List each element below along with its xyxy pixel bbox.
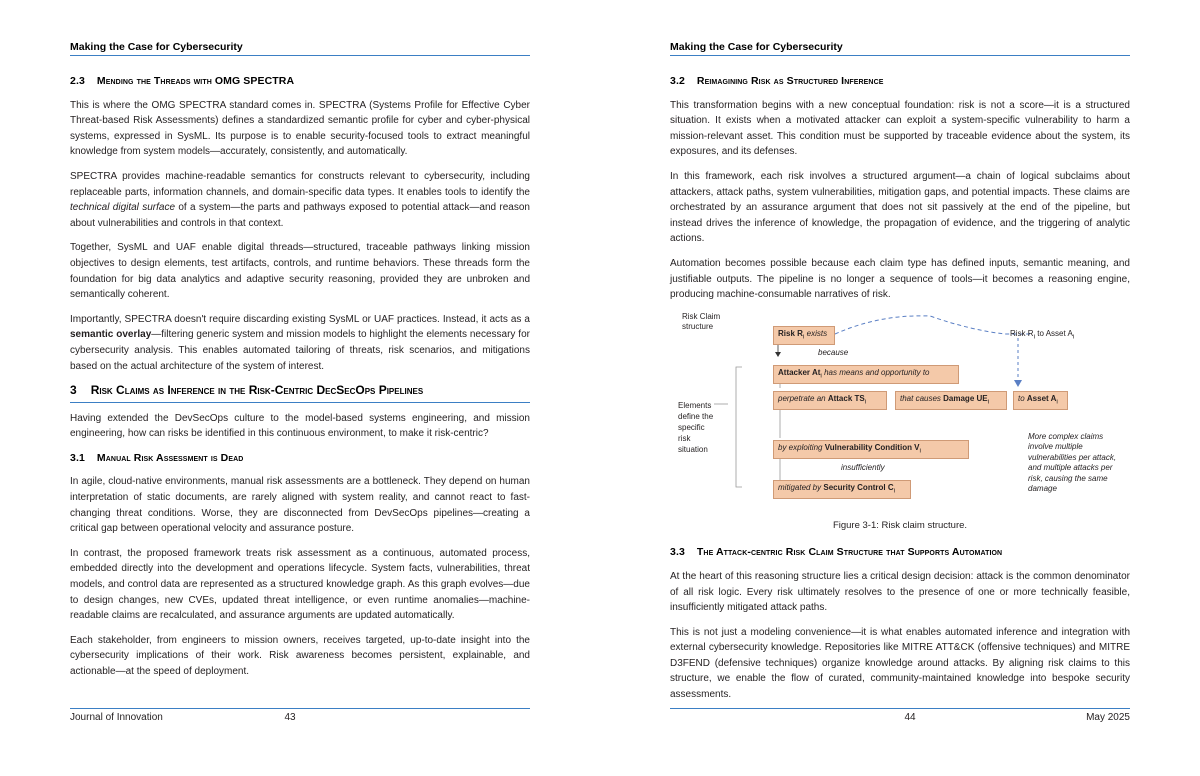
left-body bbox=[70, 70, 530, 689]
figure-caption: Figure 3-1: Risk claim structure. bbox=[832, 519, 968, 531]
paragraph: In contrast, the proposed framework treats risk assessment as a continuous, automated process, embedded directly into the development and operations lifecycle. System facts, vulnerabilities, threat models, and control data are represented as a structured knowledge graph. As this graph evolves—due to design changes, new CVEs, updated threat intelligence, or even runtime anomalies—machine-readable claims are recalculated, and assurance arguments are updated automatically. bbox=[70, 547, 530, 622]
paragraph: Having extended the DevSecOps culture to the model-based systems engineering, and mission engineering, how can risks be identified in this continuous environment, to make it risk-centric? bbox=[70, 412, 530, 440]
page-number: 43 bbox=[284, 712, 296, 723]
section-heading-3-1: 3.1 Manual Risk Assessment is Dead bbox=[70, 451, 244, 464]
page-number: 44 bbox=[904, 712, 916, 723]
paragraph: Each stakeholder, from engineers to mission owners, receives targeted, up-to-date insight into the cybersecurity implications of their work. Risk awareness becomes persistent, explainable, and actionable—at the speed of deployment. bbox=[70, 634, 530, 677]
right-page bbox=[600, 0, 1200, 776]
attacker-box: Attacker $At_i$ has means and opportunity to bbox=[773, 365, 959, 385]
issue-date: May 2025 bbox=[1086, 712, 1130, 723]
section-heading-2-3: 2.3 Mending the Threads with OMG SPECTRA bbox=[70, 75, 295, 87]
footer bbox=[70, 708, 530, 726]
complex-claims-note: More complex claims involve multiple vulnerabilities per attack, and multiple attacks per risk, causing the same damage bbox=[1028, 431, 1117, 494]
risk-box: Risk $R_i$ exists bbox=[773, 326, 835, 346]
risk-to-asset-label: Risk $R_i$ to Asset $A_i$ bbox=[1010, 328, 1075, 341]
elements-bracket bbox=[736, 367, 742, 487]
footer bbox=[670, 708, 1130, 726]
paragraph: This is where the OMG SPECTRA standard comes in. SPECTRA (Systems Profile for Effective Cyber Threat-based Risk Assessments) defines a standardized semantic profile for cyber and cyber-physical systems, expressed in SysML. Its purpose is to enable security-focused tools to extract meaningful knowledge from system models—accurately, consistently, and automatically. bbox=[70, 99, 530, 158]
vulnerability-box: by exploiting Vulnerability Condition $V_i$ bbox=[773, 440, 969, 460]
asset-arrowhead bbox=[1014, 380, 1022, 387]
paragraph: This is not just a modeling convenience—it is what enables automated inference and integration with external cybersecurity knowledge. Repositories like MITRE ATT&CK (offensive techniques) and MITRE D3FEND (defensive techniques) organize knowledge around attacks. By aligning risk claims to this structure, we enable the flow of curated, community-maintained knowledge into bespoke security assessments. bbox=[670, 626, 1130, 701]
structure-label: Risk Claim structure bbox=[682, 311, 721, 331]
paragraph: Together, SysML and UAF enable digital threads—structured, traceable pathways linking mission objectives to design elements, test artifacts, controls, and runtime behaviors. These threads form the foundation for big data analytics and adaptive security reasoning, provided they are unbroken and semantically coherent. bbox=[70, 242, 530, 301]
damage-box: that causes Damage $UE_i$ bbox=[895, 391, 1007, 411]
attack-box: perpetrate an Attack $TS_i$ bbox=[773, 391, 887, 411]
section-heading-3-2: 3.2 Reimagining Risk as Structured Inference bbox=[670, 75, 884, 87]
section-heading-3: 3 Risk Claims as Inference in the Risk-Centric DecSecOps Pipelines bbox=[70, 383, 530, 403]
running-head: Making the Case for Cybersecurity bbox=[670, 41, 1130, 56]
paragraph: Importantly, SPECTRA doesn't require discarding existing SysML or UAF practices. Instead, it acts as a semantic overlay—filtering generic system and mission models to highlight the elements necessary for cybersecurity analysis. This enables automated tailoring of threats, risk scenarios, and mitigations based on the actual architecture of the system of interest. bbox=[70, 313, 530, 372]
elements-label: Elements define the specific risk situation bbox=[678, 400, 714, 454]
section-heading-3-3: 3.3 The Attack-centric Risk Claim Structure that Supports Automation bbox=[670, 546, 1003, 559]
paragraph: This transformation begins with a new conceptual foundation: risk is not a score—it is a structured situation. It exists when a motivated attacker can exploit a system-specific vulnerability to harm a mission-relevant asset. This condition must be supported by traceable evidence about the system, its exposures, and its defenses. bbox=[670, 99, 1130, 158]
because-label: because bbox=[818, 347, 849, 357]
control-box: mitigated by Security Control $C_i$ bbox=[773, 480, 911, 500]
asset-box: to Asset $A_i$ bbox=[1013, 391, 1068, 411]
dashed-link bbox=[835, 316, 1030, 334]
paragraph: SPECTRA provides machine-readable semantics for constructs relevant to cybersecurity, including replaceable parts, information channels, and domain-specific data types. It enables tools to identify the technical digital surface of a system—the parts and pathways exposed to potential attack—and reason about vulnerabilities and controls in that context. bbox=[70, 170, 530, 229]
right-body bbox=[670, 70, 1130, 712]
paragraph: Automation becomes possible because each claim type has defined inputs, semantic meaning, and justifiable outputs. The pipeline is no longer a sequence of tools—it becomes a reasoning engine, producing machine-consumable narratives of risk. bbox=[670, 257, 1130, 301]
because-arrowhead bbox=[775, 352, 781, 357]
paragraph: In agile, cloud-native environments, manual risk assessments are a bottleneck. They depend on human interpretation of static documents, are rarely aligned with system reality, and cannot react to fast-changing threat conditions. Worse, they are disconnected from DevSecOps pipelines—creating a critical gap between operational velocity and assurance posture. bbox=[70, 476, 530, 535]
journal-name: Journal of Innovation bbox=[70, 712, 163, 723]
risk-claim-figure bbox=[670, 312, 1130, 512]
paragraph: At the heart of this reasoning structure lies a critical design decision: attack is the common denominator of all risk logic. Every risk ultimately resolves to the presence of one or more technically feasible, insufficiently mitigated attack paths. bbox=[670, 570, 1130, 614]
insufficiently-label: insufficiently bbox=[841, 462, 885, 472]
running-head: Making the Case for Cybersecurity bbox=[70, 41, 530, 56]
paragraph: In this framework, each risk involves a structured argument—a chain of logical subclaims about attackers, attack paths, system vulnerabilities, mitigation gaps, and potential impacts. These claims are orchestrated by an assurance argument that does not sit passively at the end of the pipeline, but instead drives the inference of knowledge, the propagation of evidence, and the triggering of analytic actions. bbox=[670, 170, 1130, 245]
